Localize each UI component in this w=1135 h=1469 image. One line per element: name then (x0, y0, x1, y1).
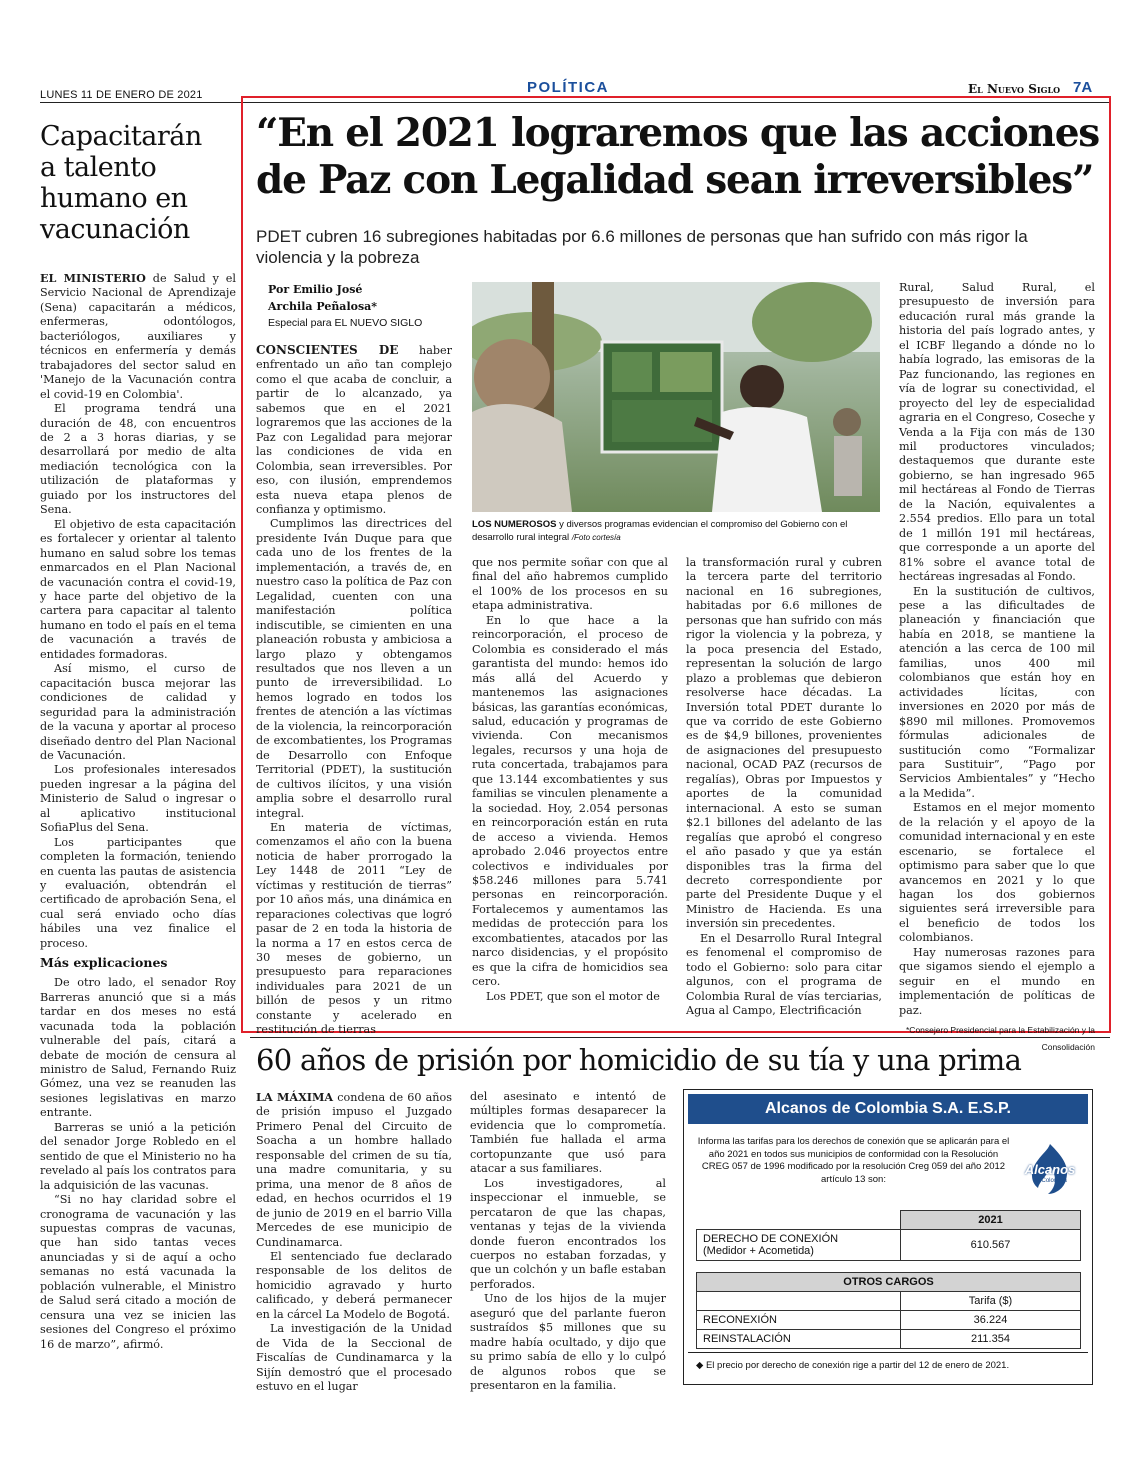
row-value: 36.224 (901, 1311, 1081, 1330)
main-column-4 (899, 281, 1095, 1056)
story2-paragraph: El sentenciado fue declarado responsable de los delitos de homicidio agravado y hurto calificado, y deberá permanecer en la cárcel La Modelo de Bogotá. (256, 1249, 452, 1321)
sidebar-title: Capacitarán a talento humano en vacunación (40, 121, 202, 245)
ad-intro: Informa las tarifas para los derechos de conexión que se aplicarán para el año 2021 en todos sus municipios de conformidad con la Resolución CREG 057 de 1996 modificado por la resolución Creg 059 del año 2012 artículo 13 son: (697, 1136, 1010, 1185)
sidebar-lead-paragraph: EL MINISTERIO de Salud y el Servicio Nacional de Aprendizaje (Sena) capacitarán a médicos, enfermeras, odontólogos, bacteriólogos, auxiliares y técnicos en enfermería y demás trabajadores del sector salud en 'Manejo de la Vacunación contra el covid-19 en Colombia'. (40, 271, 236, 401)
story2-lead: LA MÁXIMA (256, 1090, 334, 1104)
tarifa-header: Tarifa ($) (901, 1292, 1081, 1311)
author-footnote: *Consejero Presidencial para la Estabilización y la Consolidación (906, 1025, 1095, 1053)
logo-name: Alcanos (1024, 1162, 1076, 1177)
main-paragraph: Estamos en el mejor momento de la relación y el apoyo de la comunidad internacional y en este escenario, se fortalece el optimismo para saber que lo que avancemos en 2021 y lo que hagan los dos gobiernos siguientes será irreversible para el beneficio de todos los colombianos. (899, 801, 1095, 945)
main-paragraph: Rural, Salud Rural, el presupuesto de inversión para educación rural más grande la historia del país logrado antes, y el ICBF llegando a dónde no lo había logrado, las emisoras de la Paz funcionando, las regiones en vía de lograr su conectividad, el proyecto del ley de especialidad agraria en el Congreso, Coseche y Venda a la Fija con más de 130 mil productores vinculados; destaquemos que durante este gobierno, se han ingresado 965 mil hectáreas al Fondo de Tierras de la Nación, equivalentes a 2.554 predios. Ello para un total de 1 millón 191 mil hectáreas, que corresponde a un aporte del 81% sobre el avance total de hectáreas ingresadas al Fondo. (899, 281, 1095, 584)
main-column-3 (686, 556, 882, 1019)
table-cell (697, 1230, 901, 1261)
sidebar-paragraph: Los participantes que completen la formación, teniendo en cuenta las pautas de asistencia y evaluación, obtendrán el certificado de aprobación Sena, el cual será enviado ocho días hábiles una vez finalice el proceso. (40, 835, 236, 950)
byline-name-1: Por Emilio José (268, 283, 363, 296)
page-number: 7A (1073, 79, 1093, 96)
table-row (697, 1273, 1081, 1292)
main-paragraph: que nos permite soñar con que al final del año habremos cumplido el 100% de los procesos en su etapa administrativa. (472, 556, 668, 613)
main-paragraph: En el Desarrollo Rural Integral es fenomenal el compromiso de todo el Gobierno: solo para citar algunos, con el programa de Colombia Rural de vías terciarias, Agua al Campo, Electrificación (686, 931, 882, 1018)
byline-credit: Especial para EL NUEVO SIGLO (268, 317, 423, 329)
issue-date: LUNES 11 DE ENERO DE 2021 (40, 89, 203, 101)
story2-column-2 (470, 1090, 666, 1394)
tariff-table (696, 1210, 1081, 1349)
logo-sub: de Colombia (1033, 1178, 1067, 1184)
main-paragraph: Hay numerosas razones para que sigamos siendo el ejemplo a seguir en el mundo en implementación de políticas de paz. (899, 945, 1095, 1017)
other-charges-header: OTROS CARGOS (697, 1273, 1081, 1292)
row-label: REINSTALACIÓN (697, 1330, 901, 1349)
table-row (697, 1330, 1081, 1349)
main-subtitle: PDET cubren 16 subregiones habitadas por 6.6 millones de personas que han sufrido con más rigor la violencia y la pobreza (256, 227, 1028, 267)
year-header: 2021 (901, 1211, 1081, 1230)
row-value: 211.354 (901, 1330, 1081, 1349)
alcanos-logo (1020, 1142, 1080, 1200)
sidebar-body (40, 271, 236, 1352)
story2-paragraph: La investigación de la Unidad de Vida de la Seccional de Fiscalías de Cundinamarca y la Sijín demostró que el procesado estuvo en el lugar (256, 1322, 452, 1394)
row-value: 610.567 (901, 1230, 1081, 1261)
row-label: RECONEXIÓN (697, 1311, 901, 1330)
sidebar-paragraph: Barreras se unió a la petición del senador Jorge Robledo en el sentido de que el Ministerio no ha revelado al país los contratos para la adquisición de las vacunas. (40, 1120, 236, 1192)
sidebar-paragraph: “Si no hay claridad sobre el cronograma de vacunación y las supuestas compras de vacunas, que han sido tantas veces anunciadas y si de aquí a ocho semanas no está vacunada la población vulnerable, el Ministro de Salud será citado a moción de censura una vez se inicien las sesiones del Congreso el próximo 16 de marzo”, afirmó. (40, 1193, 236, 1351)
article-photo (472, 282, 880, 512)
main-paragraph: Cumplimos las directrices del presidente Iván Duque para que cada uno de los frentes de la implementación, a través de, en nuestro caso la política de Paz con Legalidad, cuenten con una manifestación política indiscutible, se cimienten en una planeación robusta y ambiciosa a largo plazo y obtengamos resultados que nos lleven a un punto de irreversibilidad. Lo hemos logrado en todos los frentes de atención a las víctimas de la violencia, la reincorporación de excombatientes, los Programas de Desarrollo con Enfoque Territorial (PDET), la sustitución de cultivos ilícitos, y una visión amplia sobre el desarrollo rural integral. (256, 517, 452, 820)
sidebar-paragraph: Los profesionales interesados pueden ingresar a la página del Ministerio de Salud o ingresar o al aplicativo institucional SofiaPlus del Sena. (40, 763, 236, 835)
byline (268, 281, 458, 332)
main-column-1 (256, 343, 452, 1038)
main-paragraph: En materia de víctimas, comenzamos el año con la buena noticia de haber prorrogado la Ley 1448 de 2011 “Ley de víctimas y restitución de tierras” por 10 años más, una dinámica en reparaciones colectivas que logró pasar de 2 en toda la historia de la norma a 17 en estos cerca de 30 meses de gobierno, un presupuesto para reparaciones individuales para 2021 de un billón de pesos y un ritmo constante y acelerado en restitución de tierras (256, 820, 452, 1037)
table-row (697, 1211, 1081, 1230)
story2-column-1 (256, 1090, 452, 1395)
main-paragraph: Los PDET, que son el motor de (486, 989, 660, 1003)
newspaper-name: El Nuevo Siglo (968, 82, 1061, 96)
sidebar-subhead: Más explicaciones (40, 955, 168, 971)
caption-text: y diversos programas evidencian el compromiso del Gobierno con el desarrollo rural integral (472, 519, 848, 543)
main-column-2 (472, 556, 668, 1004)
main-headline: “En el 2021 lograremos que las acciones de Paz con Legalidad sean irreversibles” (256, 110, 1100, 203)
table-row (697, 1230, 1081, 1261)
byline-name-2: Archila Peñalosa* (268, 300, 378, 313)
ad-title-bar: Alcanos de Colombia S.A. E.S.P. (688, 1094, 1088, 1124)
table-row (697, 1311, 1081, 1330)
ad-note: ◆ El precio por derecho de conexión rige a partir del 12 de enero de 2021. (696, 1360, 1010, 1371)
story2-headline: 60 años de prisión por homicidio de su tía y una prima (256, 1043, 1022, 1077)
caption-credit: /Foto cortesía (571, 532, 621, 542)
photo-caption (472, 519, 880, 544)
section-label: POLÍTICA (527, 79, 609, 96)
main-lead: CONSCIENTES DE (256, 343, 399, 357)
sidebar-paragraph: El programa tendrá una duración de 48, con encuentros de 2 a 3 horas diarias, y se desarrollará por medio de alta mediación tecnológica con la utilización de plataformas y guiado por los instructores del Sena. (40, 402, 236, 517)
sidebar-paragraph: El objetivo de esta capacitación es fortalecer y orientar al talento humano en salud sobre los temas enmarcados en el Plan Nacional de vacunación contra el covid-19, y hace parte del objetivo de la cartera para capacitar al talento humano en todo el país en el tema de vacunación a través de entidades formadoras. (40, 517, 236, 661)
caption-lead: LOS NUMEROSOS (472, 519, 557, 530)
story2-paragraph: Los investigadores, al inspeccionar el inmueble, se percataron de que las chapas, ventanas y tejas de la vivienda donde fueron encontrados los cuerpos no estaban forzadas, y que un colchón y un bafle estaban perforados. (470, 1176, 666, 1291)
story2-paragraph: Uno de los hijos de la mujer aseguró que del parlante fueron sustraídos $5 millones que su madre había ocultado, y dijo que su primo sabía de ello y lo culpó de algunos robos que se presentaron en la familia. (470, 1292, 666, 1393)
alcanos-ad (683, 1089, 1093, 1385)
table-row (697, 1292, 1081, 1311)
row-label: DERECHO DE CONEXIÓN (703, 1233, 839, 1245)
main-paragraph: En lo que hace a la reincorporación, el proceso de Colombia es considerado el más garantista del mundo: hemos ido más allá del Acuerdo y mantenemos las asignaciones básicas, las garantías económicas, salud, educación y programas de vivienda. Con mecanismos legales, recursos y una hoja de ruta concertada, trabajamos para que 13.144 excombatientes y sus familias se vinculen plenamente a la sociedad. Hoy, 2.054 personas en reincorporación están en ruta de acceso a vivienda. Hemos aprobado 2.046 proyectos entre colectivos e individuales por $58.246 millones para 5.741 personas en reincorporación. Fortalecemos y aumentamos las medidas de protección para los excombatientes, atacados por las narco disidencias, y el propósito es que la cifra de homicidios sea cero. (472, 613, 668, 989)
sidebar-paragraph: De otro lado, el senador Roy Barreras anunció que si a más tardar en dos meses no está vacunada toda la población vulnerable del país, citará a debate de moción de censura al ministro de Salud, Fernando Ruiz Gómez, una vez se reanuden las sesiones legislativas en marzo entrante. (40, 976, 236, 1120)
sidebar-paragraph: Así mismo, el curso de capacitación busca mejorar las condiciones de calidad y seguridad para la administración de la vacuna y aportar al proceso diseñado dentro del Plan Nacional de Vacunación. (40, 662, 236, 762)
story2-lead-paragraph: LA MÁXIMA condena de 60 años de prisión impuso el Juzgado Primero Penal del Circuito de Soacha a un hombre hallado responsable del crimen de su tía, una madre comunitaria, y su prima, una menor de 8 años de edad, en hechos ocurridos el 19 de junio de 2019 en el barrio Villa Mercedes de ese municipio de Cundinamarca. (256, 1090, 452, 1249)
row-label-detail: (Medidor + Acometida) (703, 1245, 814, 1257)
story2-paragraph: del asesinato e intentó de múltiples formas desaparecer la evidencia que lo comprometía. También fue hallada el arma cortopunzante que usó para atacar a sus familiares. (470, 1090, 666, 1176)
main-paragraph: En la sustitución de cultivos, pese a las dificultades de planeación y financiación que había en 2018, se mantiene la atención a las cerca de 100 mil familias, unos 400 mil colombianos que están hoy en actividades lícitas, con inversiones en 2020 por más de $890 mil millones. Promovemos fórmulas adicionales de sustitución como “Formalizar para Sustituir”, “Pago por Servicios Ambientales” y “Hecho a la Medida”. (899, 584, 1095, 800)
main-lead-paragraph: CONSCIENTES DE haber enfrentado un año tan complejo como el que acaba de concluir, a partir de lo alcanzado, ya sabemos que en el 2021 lograremos que las acciones de la Paz con Legalidad para mejorar las condiciones de vida en Colombia, sean irreversibles. Por eso, con ilusión, emprendemos esta nueva etapa plenos de confianza y optimismo. (256, 343, 453, 516)
diamond-icon: ◆ (696, 1360, 704, 1371)
main-paragraph: la transformación rural y cubren la tercera parte del territorio nacional en 16 subregiones, habitadas por 6.6 millones de personas que han sufrido con más rigor la violencia y la pobreza, y la poca presencia del Estado, representan la solución de largo plazo a problemas que debieron resolverse hace décadas. La Inversión total PDET durante lo que va corrido de este Gobierno es de $4,9 billones, provenientes de asignaciones del presupuesto nacional, OCAD PAZ (recursos de regalías), Obras por Impuestos y aportes de la comunidad internacional. A esto se suman $2.1 billones del adelanto de las regalías que aprobó el congreso el año pasado y que ya están disponibles tras la firma del decreto correspondiente por parte del Presidente Duque y el Ministro de Hacienda. Es una inversión sin precedentes. (686, 556, 882, 931)
ad-note-rule (688, 1352, 1088, 1353)
sidebar-lead: EL MINISTERIO (40, 271, 146, 285)
story2-rule (250, 1037, 1110, 1038)
photo-scene (472, 282, 880, 512)
